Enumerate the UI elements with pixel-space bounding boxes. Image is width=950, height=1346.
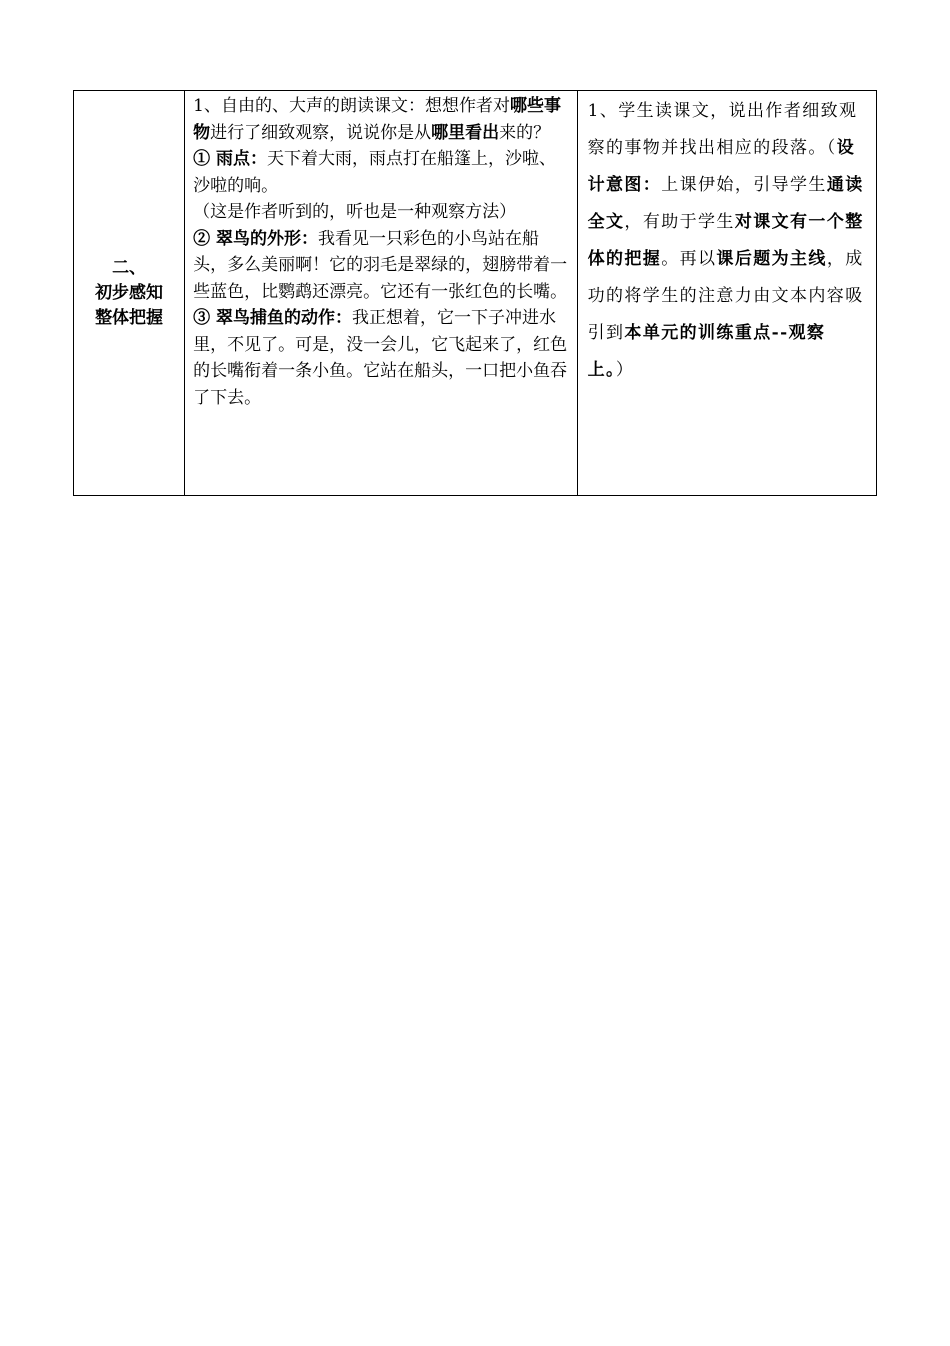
observation-item-label: ③ 翠鸟捕鱼的动作： (193, 308, 353, 328)
section-number: 二、 (112, 257, 147, 278)
reading-task-text: 进行了细致观察，说说你是从 (210, 122, 432, 143)
observation-item-appearance (193, 226, 570, 306)
section-title-line-1: 初步感知 (95, 282, 164, 303)
reading-task-emphasis: 哪里看出 (431, 122, 500, 143)
student-text: 上课伊始，引导学生 (661, 175, 827, 195)
student-emphasis: 本单元的训练重点--观察上。 (587, 323, 826, 380)
section-title-line-2: 整体把握 (95, 307, 164, 328)
observation-item-label: ② 翠鸟的外形： (193, 228, 319, 249)
reading-task-text: 来的？ (499, 122, 551, 143)
reading-task (193, 93, 570, 146)
observation-note: （这是作者听到的，听也是一种观察方法） (193, 202, 517, 222)
student-text: ） (615, 360, 635, 380)
observation-item-text: 我看见一只彩色的小鸟站在船头，多么美丽啊！它的羽毛是翠绿的，翅膀带着一些蓝色，比鹦鹉还漂亮。它还有一张红色的长嘴。 (193, 228, 568, 302)
student-text: 。再以 (661, 249, 717, 269)
table-row (74, 91, 877, 496)
observation-item-text: 天下着大雨，雨点打在船篷上，沙啦、沙啦的响。 (193, 149, 557, 196)
section-heading-cell (74, 91, 185, 496)
student-activity-text (588, 93, 868, 389)
observation-item-text: 我正想着，它一下子冲进水里，不见了。可是，没一会儿，它飞起来了，红色的长嘴衔着一条小鱼。它站在船头，一口把小鱼吞了下去。 (193, 308, 568, 408)
student-text: ，有助于学生 (624, 212, 735, 232)
student-activity-cell (577, 91, 876, 496)
student-emphasis: 设计意图： (587, 138, 856, 195)
reading-task-emphasis: 哪些事物 (193, 96, 561, 143)
student-text: 1、学生读课文，说出作者细致观察的事物并找出相应的段落。（ (587, 101, 858, 158)
student-emphasis: 课后题为主线 (716, 249, 827, 269)
student-text: ，成功的将学生的注意力由文本内容吸引到 (587, 249, 864, 343)
lesson-plan-table (73, 90, 877, 496)
observation-item-raindrops (193, 146, 570, 199)
reading-task-text: 1、自由的、大声的朗读课文：想想作者对 (193, 96, 510, 116)
student-emphasis: 通读全文 (587, 175, 864, 232)
student-emphasis: 对课文有一个整体的把握 (587, 212, 864, 269)
observation-item-fishing (193, 305, 570, 411)
observation-item-label: ① 雨点： (193, 149, 268, 169)
teacher-activity-cell (185, 91, 577, 496)
